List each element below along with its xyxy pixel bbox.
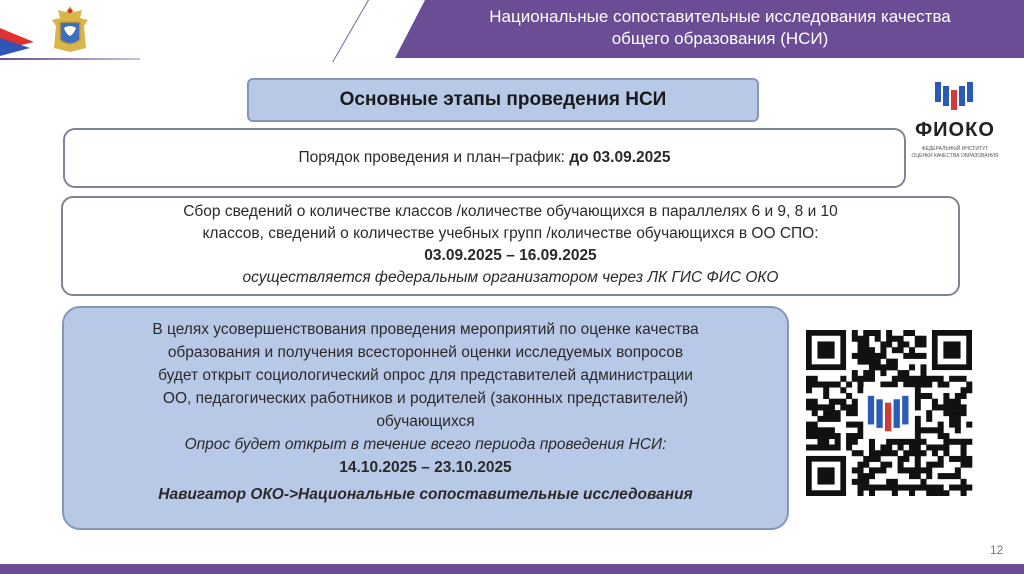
fioko-logo	[900, 78, 1010, 178]
flag-corner-icon	[0, 20, 40, 62]
schedule-label: Порядок проведения и план–график:	[298, 149, 565, 166]
survey-line-2: образования и получения всесторонней оценки исследуемых вопросов	[167, 344, 684, 361]
collection-note: осуществляется федеральным организатором через ЛК ГИС ФИС ОКО	[242, 269, 779, 286]
schedule-box	[63, 128, 906, 188]
header-underline	[0, 58, 140, 60]
survey-period-note: Опрос будет открыт в течение всего периода проведения НСИ:	[184, 436, 667, 453]
collection-line-1: Сбор сведений о количестве классов /количестве обучающихся в параллелях 6 и 9, 8 и 10	[183, 203, 838, 220]
collection-dates: 03.09.2025 – 16.09.2025	[424, 247, 597, 264]
title-line-1: Национальные сопоставительные исследования качества	[489, 7, 951, 26]
footer-bar	[0, 564, 1024, 574]
data-collection-box	[61, 196, 960, 296]
survey-navigator-link: Навигатор ОКО->Национальные сопоставительные исследования	[158, 486, 693, 503]
page-number: 12	[990, 543, 1004, 557]
schedule-date: до 03.09.2025	[569, 149, 671, 166]
section-heading: Основные этапы проведения НСИ	[247, 78, 759, 122]
survey-dates: 14.10.2025 – 23.10.2025	[339, 459, 512, 476]
survey-line-3: будет открыт социологический опрос для представителей администрации	[158, 367, 693, 384]
collection-line-2: классов, сведений о количестве учебных групп /количестве обучающихся в ОО СПО:	[202, 225, 819, 242]
fioko-logo-icon	[933, 78, 977, 112]
title-line-2: общего образования (НСИ)	[611, 29, 829, 48]
fioko-subtitle-line-1: ФЕДЕРАЛЬНЫЙ ИНСТИТУТ	[921, 146, 989, 152]
header-divider	[332, 0, 369, 62]
page-title	[420, 6, 1020, 50]
fioko-subtitle-line-2: ОЦЕНКИ КАЧЕСТВА ОБРАЗОВАНИЯ	[911, 153, 999, 159]
survey-line-1: В целях усовершенствования проведения мероприятий по оценке качества	[152, 321, 699, 338]
qr-code-icon[interactable]	[806, 330, 976, 496]
fioko-subtitle	[900, 146, 1010, 160]
survey-box	[62, 306, 789, 530]
survey-line-4: ОО, педагогических работников и родителей (законных представителей)	[162, 390, 689, 407]
fioko-name: ФИОКО	[915, 119, 995, 141]
samara-coat-of-arms-icon	[48, 4, 92, 54]
survey-line-5: обучающихся	[376, 413, 475, 430]
